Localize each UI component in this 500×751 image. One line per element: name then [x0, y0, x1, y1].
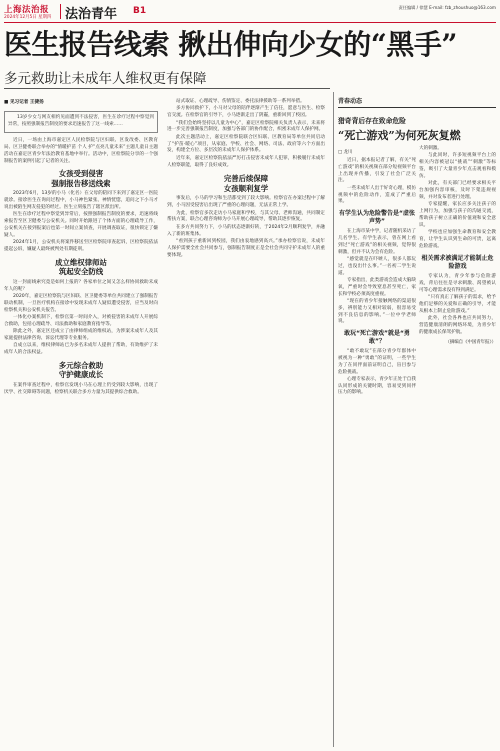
paragraph: 近年来，嘉定区检察院依法严厉打击侵害未成年人犯罪，积极履行未成年人检察职能，取得了良好成效。 [167, 155, 325, 168]
section3-title-line2: 守护健康成长 [58, 370, 104, 380]
paragraph: “只有真正了解孩子的需求，给予他们足够的关爱和正确的引导，才能从根本上制止危险游戏。” [419, 295, 496, 314]
source-note: （摘编自《中国青年报》） [445, 339, 496, 345]
middle-section-heading [167, 174, 325, 193]
paragraph: 在上海市某中学，记者随机采访了几名学生。有学生表示，曾在网上看到过“死亡游戏”的相关视频，觉得很刺激，但并不认为会有危险。 [338, 229, 416, 255]
section2-title-line2: 筑起安全防线 [58, 267, 104, 277]
section2-title-line1: 成立维权律师站 [55, 257, 107, 267]
paragraph: 专家认为，青少年参与危险游戏，背后往往是寻求刺激、渴望被认可等心理需求没有得到满足。 [419, 274, 496, 293]
youth-news-subcol-b [419, 146, 496, 345]
section3-title-line1: 多元综合救助 [58, 360, 104, 370]
section-title: 法治青年 [65, 7, 118, 22]
paragraph: “敢不敢玩”在部分青少年群体中被视为一种“勇敢”的证明，一些学生为了在同伴面前证明自己，盲目参与危险挑战。 [338, 349, 416, 375]
headline-title: 医生报告线索 揪出伸向少女的“黑手” [4, 28, 457, 61]
paragraph: “感觉就是在吓唬人，很多人都玩过，也没出什么事。”一名初二学生说道。 [338, 256, 416, 276]
paper-name: 上海法治报 [4, 5, 50, 15]
editor-line: 责任编辑 / 徐慧 E-mail: fzb_zhoushuo@163.com [398, 5, 496, 10]
section1-title-line1: 女孩受到侵害 [58, 169, 104, 179]
section1-title-line2: 强制报告移送线索 [51, 178, 111, 188]
masthead-rule [4, 22, 496, 23]
paragraph: 在案件审查过程中，检察官发现小马在心理上仍受到较大影响，出现了厌学、社交障碍等问题，检察机关联合多方力量为其提供综合救助。 [4, 382, 158, 395]
paragraph: 此外，社会各界也应共同努力，营造健康清朗的网络环境，为青少年的健康成长保驾护航。 [419, 316, 496, 335]
paragraph: 为此，检察官多次走访小马家庭和学校，与其父母、老师沟通，共同制定帮扶方案，联合心理咨询师为小马开展心理疏导，帮助其逐步恢复。 [167, 210, 325, 223]
youth-section3-title: 相关需求被满足才能制止危险游戏 [421, 255, 494, 271]
column-divider [333, 92, 334, 747]
youth-title-line1: 猎奇背后存在致命危险 [338, 117, 406, 125]
lead-paragraph: 13岁少女与网友相约见面遭到不法侵害，医生在诊疗过程中察觉到异常，按照强制报告制度的要求迅速报告了这一线索…… [8, 115, 154, 127]
paragraph: 自成立以来，维权律师站已为多名未成年人提供了帮助，有效维护了未成年人的合法权益。 [4, 343, 158, 356]
headline-rule [4, 88, 330, 89]
paragraph: 专家指出，此类游戏会造成大脑缺氧，严重时会导致窒息甚至死亡，家长和学校必须高度重视。 [338, 277, 416, 297]
lead-box [4, 111, 158, 133]
section3-heading [4, 361, 158, 380]
left-article-col1 [4, 99, 158, 397]
paragraph: 除此之外，嘉定区还成立了由律师组成的维权站，为涉案未成年人及其家庭提供法律咨询、诉讼代理等专业服务。 [4, 329, 158, 341]
paragraph: 多方协同救护下，小马对父母的陪伴逐渐产生了信任，愿意与医生、检察官交流。在检察官的引导下，小马逐渐走出了阴霾，重新回到了校园。 [167, 106, 325, 119]
youth-title-line2: “死亡游戏”为何死灰复燃 [338, 129, 461, 142]
page-code: B1 [133, 6, 147, 16]
paragraph: 大的刺激。 [419, 146, 442, 151]
headline-subtitle: 多元救助让未成年人维权更有保障 [4, 71, 207, 87]
column-label: 青春动态 [338, 96, 496, 108]
section2-heading [4, 258, 158, 277]
paragraph: 对此，有关部门已经要求相关平台加强内容审核，及时下架违规视频，并对发布者进行处理。 [419, 181, 496, 200]
middle-section-title-line1: 完善后续保障 [223, 174, 269, 184]
intro-paragraph: 近日，一场由上海市嘉定区人民检察院与区妇联、区发改委、区教育局、区卫健委联合举办的“情暖护苗 个人 护”点亮儿童未来”主题儿童日主题活动在嘉定区青少年法治教育基地中举行。活动中，区检察院分享的一个强制报告的案例引起了记者的关注。 [4, 138, 158, 164]
youth-section1-title: 有学生认为危险警告是“虚张声势” [339, 210, 415, 226]
paragraph: 2024年1月，公安机关将案件移送至区检察院审查起诉，区检察院依法提起公诉，嫌疑人最终被判处有期徒刑。 [4, 240, 158, 252]
issue-date: 2024年12月5日 星期四 [4, 15, 52, 20]
youth-byline: □ 龙川 [338, 150, 353, 155]
masthead-divider [60, 4, 61, 19]
paragraph: 2023年6月，13岁的小马（化名）在父母的陪同下来到了嘉定区一医院就诊。接诊医生在询问过程中，小马神色紧张、神情恍惚，追问之下小马才说出被陌生网友侵犯的经过。医生立刻报告了辖区派出所。 [4, 191, 158, 210]
section1-heading [4, 169, 158, 188]
masthead [4, 3, 496, 22]
paragraph: 在多方共同努力下，小马的状态逐渐好转，于2024年2月顺利复学，并融入了新的班集体。 [167, 224, 325, 237]
paragraph: 2020年，嘉定区检察院与区妇联、区卫健委等单位共同建立了强制报告联动机制，一旦医疗机构在接诊中发现未成年人疑似遭受侵害，应当及时向检察机关和公安机关报告。 [4, 293, 158, 313]
youth-news-column [338, 96, 496, 116]
paragraph: 心理专家表示，青少年正处于自我认同形成的关键时期，容易受到同伴压力的影响。 [338, 376, 416, 396]
middle-section-title-line2: 女孩顺利复学 [223, 183, 269, 193]
paragraph: 一体化办案机制下，检察官第一时间介入，对被侵害的未成年人开展综合救助，包括心理疏导、司法救助和家庭教育指导等。 [4, 314, 158, 327]
paragraph: 近日，据本报记者了解，有关“死亡游戏”的相关视频在部分短视频平台上出现并传播，引发了社会广泛关注。 [338, 158, 416, 184]
byline: ■ 见习记者 王捷扬 [4, 100, 44, 105]
youth-section2-title: 敢玩“死亡游戏”就是“勇敢”？ [344, 330, 410, 346]
paragraph: 事发后，小马的学习和生活都受到了较大影响。检察官在办案过程中了解到，小马因受侵害后出现了严重的心理问题，无法正常上学。 [167, 196, 325, 209]
paragraph: “现在的青少年接触网络的渠道很多，辨别能力又相对较弱，很容易受到不良信息的影响。”一位中学老师说。 [338, 298, 416, 325]
paragraph: 医生在诊疗过程中察觉到异常后，按照强制报告制度的要求，迅速将线索报告至区卫健委与公安机关。同时开始跟进了个体方面的心理疏导工作，公安机关在接到报案后也第一时间立案侦查，开展调查取证，很快锁定了嫌疑人。 [4, 212, 158, 238]
paragraph: 专家提醒，家长应多关注孩子的上网行为，加强与孩子的沟通交流，帮助孩子树立正确的价值观和安全意识。 [419, 202, 496, 228]
paragraph: 这一封面线索究竟是如何上报的？各家单位之间又怎么样协同救助未成年人的呢？ [4, 279, 158, 292]
paragraph: 此次主题活动上，嘉定区检察院联合区妇联、区教育局等单位共同启动了“护苗·暖心”项目，从家庭、学校、社会、网络、司法、政府等六个方面出发，构建全方位、多层次的未成年人保护体系。 [167, 134, 325, 154]
paragraph: 学校也应加强生命教育和安全教育，让学生认识到生命的可贵，远离危险游戏。 [419, 229, 496, 249]
paragraph: 一些未成年人出于好奇心理，模仿视频中的危险动作，造成了严重后果。 [338, 185, 416, 205]
left-article-col2 [167, 99, 325, 260]
paragraph: 与此同时，许多短视频平台上的相关内容被冠以“挑战”“刺激”等标签，吸引了大量青少年点击观看和模仿。 [419, 153, 496, 179]
paragraph: “看到孩子重新回到校园，我们由衷地感到高兴。”承办检察官说，未成年人保护需要全社会共同参与，强制报告制度正是全社会共同守护未成年人的重要体现。 [167, 238, 325, 258]
paragraph: “我们会始终坚持以儿童为中心”，嘉定区检察院相关负责人表示，未来将进一步完善强制报告制度，加强与各部门的协作配合，织密未成年人保护网。 [167, 120, 325, 133]
paragraph: 站式取证、心理疏导、伤情鉴定、委托法律援助等一系列举措。 [176, 99, 305, 104]
